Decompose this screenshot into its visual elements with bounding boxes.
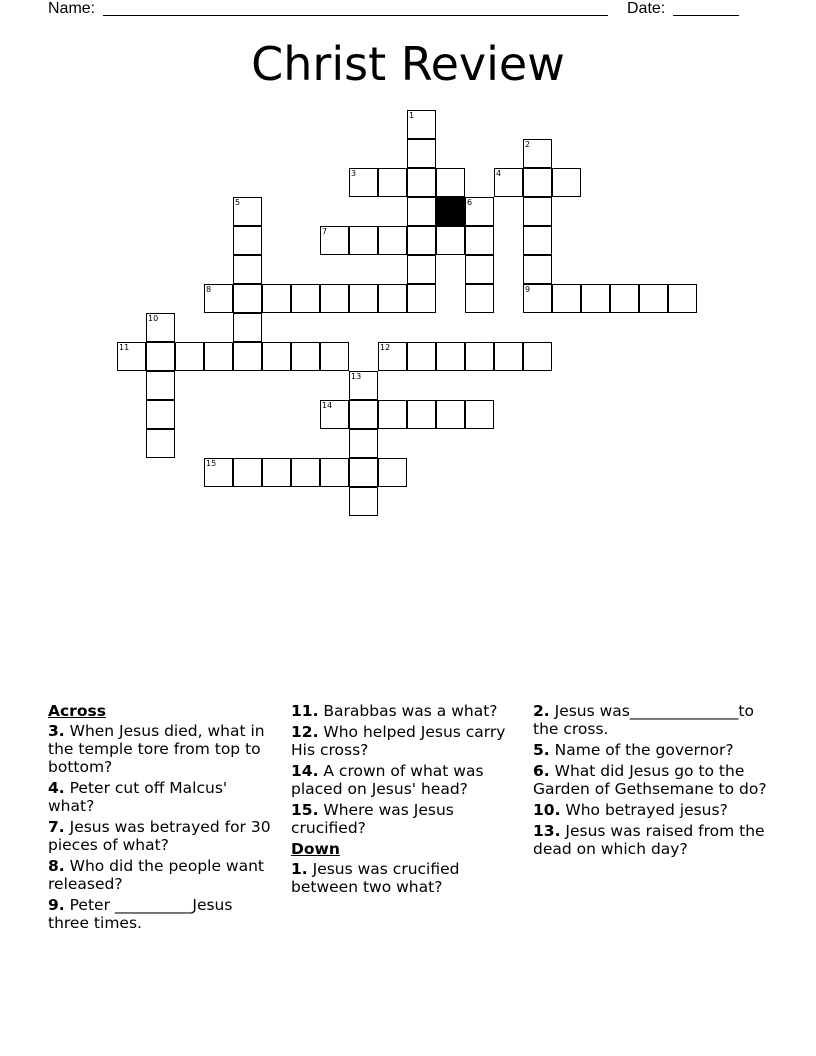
clue-number: 2. bbox=[533, 702, 550, 720]
grid-cell[interactable] bbox=[465, 342, 494, 371]
grid-cell[interactable] bbox=[610, 284, 639, 313]
grid-cell[interactable] bbox=[407, 400, 436, 429]
grid-cell[interactable] bbox=[407, 342, 436, 371]
grid-cell[interactable] bbox=[581, 284, 610, 313]
grid-cell[interactable] bbox=[436, 168, 465, 197]
clue-text: Who did the people want released? bbox=[48, 857, 265, 893]
grid-cell[interactable] bbox=[204, 284, 233, 313]
clue-down-13 bbox=[533, 822, 768, 858]
grid-cell[interactable] bbox=[436, 342, 465, 371]
grid-cell[interactable] bbox=[407, 255, 436, 284]
grid-cell[interactable] bbox=[117, 342, 146, 371]
clue-number: 3. bbox=[48, 722, 65, 740]
grid-cell[interactable] bbox=[233, 458, 262, 487]
grid-cell[interactable] bbox=[349, 429, 378, 458]
grid-cell[interactable] bbox=[146, 429, 175, 458]
clue-text: Jesus was betrayed for 30 pieces of what? bbox=[48, 818, 271, 854]
cell-number: 14 bbox=[322, 401, 333, 410]
clue-across-9 bbox=[48, 896, 273, 932]
clue-across-3 bbox=[48, 722, 273, 776]
cell-number: 12 bbox=[380, 343, 391, 352]
clue-number: 1. bbox=[291, 860, 308, 878]
clue-number: 11. bbox=[291, 702, 319, 720]
grid-cell[interactable] bbox=[407, 226, 436, 255]
grid-cell[interactable] bbox=[465, 284, 494, 313]
grid-cell[interactable] bbox=[465, 255, 494, 284]
grid-cell[interactable] bbox=[523, 168, 552, 197]
clue-text: Where was Jesus crucified? bbox=[291, 801, 454, 837]
clue-down-1 bbox=[291, 860, 519, 896]
grid-cell[interactable] bbox=[523, 284, 552, 313]
clue-number: 10. bbox=[533, 801, 561, 819]
cell-number: 11 bbox=[119, 343, 130, 352]
grid-cell[interactable] bbox=[233, 197, 262, 226]
grid-cell[interactable] bbox=[233, 255, 262, 284]
grid-cell[interactable] bbox=[262, 458, 291, 487]
grid-cell[interactable] bbox=[523, 342, 552, 371]
grid-cell[interactable] bbox=[146, 400, 175, 429]
grid-block bbox=[436, 197, 465, 226]
grid-cell[interactable] bbox=[523, 226, 552, 255]
clue-text: When Jesus died, what in the temple tore from top to bottom? bbox=[48, 722, 265, 776]
grid-cell[interactable] bbox=[378, 400, 407, 429]
cell-number: 8 bbox=[206, 285, 212, 294]
clue-text: Jesus was______________to the cross. bbox=[533, 702, 754, 738]
clue-text: Who helped Jesus carry His cross? bbox=[291, 723, 506, 759]
clue-text: Name of the governor? bbox=[554, 741, 734, 759]
clue-down-2 bbox=[533, 702, 768, 738]
clue-column-3 bbox=[533, 702, 768, 861]
grid-cell[interactable] bbox=[233, 284, 262, 313]
grid-cell[interactable] bbox=[320, 400, 349, 429]
grid-cell[interactable] bbox=[465, 197, 494, 226]
grid-cell[interactable] bbox=[349, 168, 378, 197]
clue-number: 9. bbox=[48, 896, 65, 914]
across-heading: Across bbox=[48, 702, 106, 720]
clue-text: A crown of what was placed on Jesus' head? bbox=[291, 762, 484, 798]
grid-cell[interactable] bbox=[320, 342, 349, 371]
cell-number: 1 bbox=[409, 111, 415, 120]
clue-across-15 bbox=[291, 801, 519, 837]
clue-text: Peter __________Jesus three times. bbox=[48, 896, 233, 932]
grid-cell[interactable] bbox=[552, 168, 581, 197]
clue-number: 14. bbox=[291, 762, 319, 780]
grid-cell[interactable] bbox=[378, 168, 407, 197]
clue-across-7 bbox=[48, 818, 273, 854]
clue-number: 13. bbox=[533, 822, 561, 840]
grid-cell[interactable] bbox=[320, 226, 349, 255]
clue-text: What did Jesus go to the Garden of Gethsemane to do? bbox=[533, 762, 767, 798]
grid-cell[interactable] bbox=[465, 400, 494, 429]
grid-cell[interactable] bbox=[291, 284, 320, 313]
cell-number: 3 bbox=[351, 169, 357, 178]
clue-text: Jesus was crucified between two what? bbox=[291, 860, 460, 896]
grid-cell[interactable] bbox=[378, 458, 407, 487]
grid-cell[interactable] bbox=[291, 458, 320, 487]
grid-cell[interactable] bbox=[668, 284, 697, 313]
grid-cell[interactable] bbox=[494, 168, 523, 197]
cell-number: 6 bbox=[467, 198, 473, 207]
grid-cell[interactable] bbox=[639, 284, 668, 313]
grid-cell[interactable] bbox=[523, 197, 552, 226]
cell-number: 9 bbox=[525, 285, 531, 294]
down-heading: Down bbox=[291, 840, 340, 858]
clue-text: Who betrayed jesus? bbox=[565, 801, 728, 819]
clue-down-10 bbox=[533, 801, 768, 819]
grid-cell[interactable] bbox=[349, 458, 378, 487]
clue-text: Peter cut off Malcus' what? bbox=[48, 779, 228, 815]
clue-column-1 bbox=[48, 702, 273, 935]
clue-across-12 bbox=[291, 723, 519, 759]
grid-cell[interactable] bbox=[465, 226, 494, 255]
grid-cell[interactable] bbox=[407, 110, 436, 139]
clue-text: Jesus was raised from the dead on which day? bbox=[533, 822, 765, 858]
cell-number: 2 bbox=[525, 140, 531, 149]
page-title: Christ Review bbox=[251, 37, 565, 91]
grid-cell[interactable] bbox=[436, 400, 465, 429]
grid-cell[interactable] bbox=[378, 226, 407, 255]
clue-number: 15. bbox=[291, 801, 319, 819]
clue-number: 4. bbox=[48, 779, 65, 797]
grid-cell[interactable] bbox=[378, 284, 407, 313]
grid-cell[interactable] bbox=[262, 342, 291, 371]
date-label: Date: bbox=[627, 0, 666, 17]
clue-number: 5. bbox=[533, 741, 550, 759]
clue-across-4 bbox=[48, 779, 273, 815]
grid-cell[interactable] bbox=[349, 226, 378, 255]
clue-number: 8. bbox=[48, 857, 65, 875]
cell-number: 15 bbox=[206, 459, 217, 468]
cell-number: 13 bbox=[351, 372, 362, 381]
grid-cell[interactable] bbox=[291, 342, 320, 371]
grid-cell[interactable] bbox=[407, 284, 436, 313]
grid-cell[interactable] bbox=[523, 139, 552, 168]
grid-cell[interactable] bbox=[204, 458, 233, 487]
cell-number: 7 bbox=[322, 227, 328, 236]
cell-number: 4 bbox=[496, 169, 502, 178]
grid-cell[interactable] bbox=[233, 342, 262, 371]
clue-number: 7. bbox=[48, 818, 65, 836]
clue-text: Barabbas was a what? bbox=[323, 702, 498, 720]
clue-number: 6. bbox=[533, 762, 550, 780]
grid-cell[interactable] bbox=[523, 255, 552, 284]
clue-across-14 bbox=[291, 762, 519, 798]
grid-cell[interactable] bbox=[320, 458, 349, 487]
grid-cell[interactable] bbox=[349, 284, 378, 313]
grid-cell[interactable] bbox=[233, 226, 262, 255]
grid-cell[interactable] bbox=[262, 284, 291, 313]
grid-cell[interactable] bbox=[146, 313, 175, 342]
clue-down-5 bbox=[533, 741, 768, 759]
clue-across-8 bbox=[48, 857, 273, 893]
grid-cell[interactable] bbox=[349, 400, 378, 429]
grid-cell[interactable] bbox=[378, 342, 407, 371]
cell-number: 10 bbox=[148, 314, 159, 323]
grid-cell[interactable] bbox=[407, 168, 436, 197]
grid-cell[interactable] bbox=[407, 197, 436, 226]
grid-cell[interactable] bbox=[349, 371, 378, 400]
grid-cell[interactable] bbox=[407, 139, 436, 168]
grid-cell[interactable] bbox=[204, 342, 233, 371]
grid-cell[interactable] bbox=[146, 371, 175, 400]
clue-across-11 bbox=[291, 702, 519, 720]
grid-cell[interactable] bbox=[320, 284, 349, 313]
grid-cell[interactable] bbox=[146, 342, 175, 371]
cell-number: 5 bbox=[235, 198, 241, 207]
grid-cell[interactable] bbox=[552, 284, 581, 313]
clue-number: 12. bbox=[291, 723, 319, 741]
grid-cell[interactable] bbox=[436, 226, 465, 255]
clue-column-2 bbox=[291, 702, 519, 899]
grid-cell[interactable] bbox=[233, 313, 262, 342]
grid-cell[interactable] bbox=[494, 342, 523, 371]
grid-cell[interactable] bbox=[175, 342, 204, 371]
name-label: Name: bbox=[48, 0, 96, 17]
grid-cell[interactable] bbox=[349, 487, 378, 516]
clue-down-6 bbox=[533, 762, 768, 798]
